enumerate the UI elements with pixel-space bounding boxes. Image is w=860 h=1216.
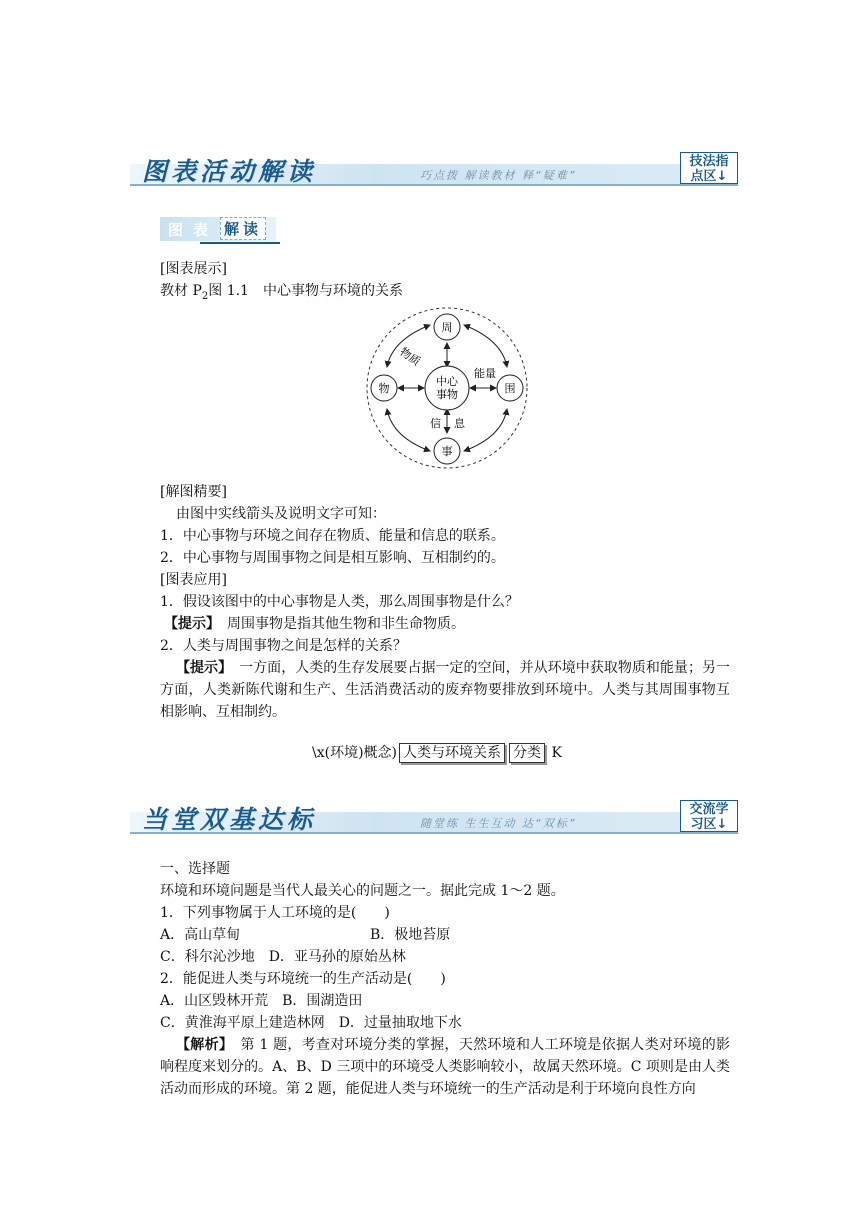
node-right-label: 围 <box>504 382 516 395</box>
exercise-q1-option-a: A．高山草甸 <box>160 927 241 943</box>
diagram-point-1: 1．中心事物与环境之间存在物质、能量和信息的联系。 <box>160 528 505 544</box>
label-diagram-key: [解图精要] <box>160 484 227 500</box>
figure-caption <box>160 280 403 308</box>
question-1: 1．假设该图中的中心事物是人类，那么周围事物是什么？ <box>160 594 519 610</box>
analysis-label: 【解析】 <box>176 1037 227 1053</box>
banner-tag <box>680 152 738 184</box>
label-material: 物质 <box>397 345 423 369</box>
formula-box-1: 人类与环境关系 <box>399 743 505 763</box>
answer-1 <box>164 613 465 635</box>
formula-box-2: 分类 <box>509 743 545 763</box>
section-banner-class-practice <box>130 800 738 834</box>
diagram-point-2: 2．中心事物与周围事物之间是相互影响、互相制约的。 <box>160 550 505 566</box>
exercise-q1: 1．下列事物属于人工环境的是( ) <box>160 905 390 921</box>
section-banner-chart-activity <box>130 152 738 186</box>
exercise-q2-options-cd: C．黄淮海平原上建造林网 D．过量抽取地下水 <box>160 1015 462 1031</box>
tag-line-2: 点区↓ <box>690 169 728 184</box>
arc-top-right <box>464 325 507 367</box>
diagram-intro: 由图中实线箭头及说明文字可知： <box>176 506 386 522</box>
caption-sub: 2 <box>201 290 209 302</box>
banner-slogan: 巧点拨 解读教材 释“疑难” <box>420 169 577 182</box>
tag-line-1: 交流学 <box>689 802 729 817</box>
exercise-q2-options-ab: A．山区毁林开荒 B．围湖造田 <box>160 993 363 1009</box>
analysis-text: 第 1 题，考查对环境分类的掌握，天然环境和人工环境是依据人类对环境的影响程度来划分的。A、B、D 三项中的环境受人类影响较小，故属天然环境。C 项则是由人类活动而形成的环境。第 2 题，能促进人类与环境统一的生产活动是利于环境向良性方向 <box>160 1037 731 1097</box>
hint-label: 【提示】 <box>164 616 213 632</box>
banner-title: 当堂双基达标 <box>142 805 317 834</box>
tag-line-2: 习区↓ <box>690 817 728 832</box>
answer-2 <box>160 657 730 723</box>
arc-bottom-left <box>387 409 430 451</box>
formula-post: K <box>551 745 562 761</box>
center-environment-diagram <box>362 305 532 471</box>
exercise-q1-options-cd: C．科尔沁沙地 D．亚马孙的原始丛林 <box>160 949 406 965</box>
subhead-underline <box>200 242 280 244</box>
node-left-label: 物 <box>378 382 390 395</box>
hint-label-2: 【提示】 <box>176 660 226 676</box>
label-chart-application: [图表应用] <box>160 572 227 588</box>
exercise-q1-option-b: B．极地苔原 <box>370 927 451 943</box>
exercise-heading: 一、选择题 <box>160 861 230 877</box>
formula-pre: \x(环境)概念) <box>312 745 397 761</box>
caption-pre: 教材 P <box>160 283 202 299</box>
banner-tag <box>680 800 738 832</box>
center-label-1: 中心 <box>436 375 458 388</box>
caption-post: 图 1.1 中心事物与环境的关系 <box>208 283 403 299</box>
arc-bottom-right <box>464 409 507 451</box>
label-info-2: 息 <box>454 417 465 430</box>
formula-line <box>312 742 562 764</box>
node-top-label: 周 <box>441 321 453 334</box>
label-energy: 能量 <box>474 367 496 380</box>
banner-title: 图表活动解读 <box>142 157 317 186</box>
subhead-part1: 图表 <box>168 221 219 239</box>
subhead-part2: 解读 <box>220 217 266 240</box>
center-label-2: 事物 <box>436 388 458 401</box>
subhead-chart-reading <box>160 215 280 245</box>
label-info-1: 信 <box>430 417 441 430</box>
question-2: 2．人类与周围事物之间是怎样的关系？ <box>160 638 407 654</box>
node-bottom-label: 事 <box>441 445 453 458</box>
answer-2-text: 一方面，人类的生存发展要占据一定的空间，并从环境中获取物质和能量；另一方面，人类新陈代谢和生产、生活消费活动的废弃物要排放到环境中。人类与其周围事物互相影响、互相制约。 <box>160 660 731 720</box>
exercise-intro: 环境和环境问题是当代人最关心的问题之一。据此完成 1～2 题。 <box>160 883 565 899</box>
tag-line-1: 技法指 <box>689 154 729 169</box>
answer-1-text: 周围事物是指其他生物和非生命物质。 <box>213 616 465 632</box>
label-chart-show: [图表展示] <box>160 261 227 277</box>
exercise-analysis <box>160 1034 730 1100</box>
exercise-q2: 2．能促进人类与环境统一的生产活动是( ) <box>160 971 446 987</box>
banner-slogan: 随堂练 生生互动 达“双标” <box>420 817 577 830</box>
